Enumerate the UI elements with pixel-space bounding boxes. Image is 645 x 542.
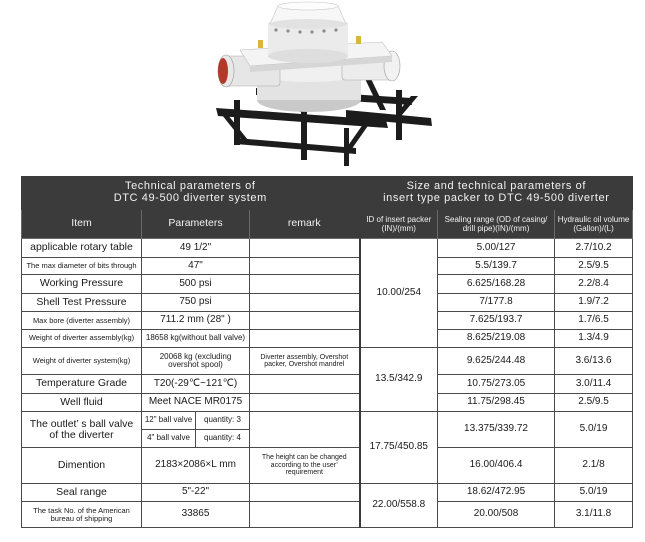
item-cell: Dimention — [22, 448, 142, 483]
item-cell: applicable rotary table — [22, 239, 142, 258]
sealing-range-cell: 10.75/273.05 — [438, 375, 555, 394]
table-row — [22, 483, 633, 502]
left-header-line1: Technical parameters of — [124, 180, 256, 193]
table-row — [22, 329, 633, 347]
packer-id-cell: 10.00/254 — [360, 239, 438, 348]
item-cell: Seal range — [22, 483, 142, 502]
col-header-item: Item — [22, 210, 142, 239]
remark-cell — [250, 393, 360, 412]
item-cell: Weight of diverter assembly(kg) — [22, 329, 142, 347]
param-cell: Meet NACE MR0175 — [142, 393, 250, 412]
remark-cell: The height can be changed according to the user’ requirement — [250, 448, 360, 483]
remark-cell — [250, 275, 360, 294]
left-header-line2: DTC 49-500 diverter system — [113, 192, 267, 204]
oil-volume-cell: 2.1/8 — [555, 448, 633, 483]
table-row — [22, 275, 633, 294]
specification-table — [21, 176, 633, 528]
ball-valve-size: 4" ball valve — [147, 433, 190, 443]
remark-cell — [250, 412, 360, 448]
param-cell: 49 1/2" — [142, 239, 250, 258]
sealing-range-cell: 8.625/219.08 — [438, 329, 555, 347]
sealing-range-cell: 7/177.8 — [438, 293, 555, 312]
param-cell: 33865 — [142, 502, 250, 528]
param-cell: 2183×2086×L mm — [142, 448, 250, 483]
ball-valve-qty: quantity: 3 — [195, 412, 249, 429]
sealing-range-cell: 20.00/508 — [438, 502, 555, 528]
table-row — [22, 375, 633, 394]
col-header-remark: remark — [250, 210, 360, 239]
remark-cell — [250, 329, 360, 347]
table-row — [22, 448, 633, 483]
oil-volume-cell: 1.9/7.2 — [555, 293, 633, 312]
ball-valve-qty: quantity: 4 — [195, 430, 249, 447]
oil-volume-cell: 2.7/10.2 — [555, 239, 633, 258]
param-cell: 18658 kg(without ball valve) — [142, 329, 250, 347]
remark-cell: Diverter assembly, Overshot packer, Overshot mandrel — [250, 347, 360, 374]
oil-volume-cell: 2.2/8.4 — [555, 275, 633, 294]
item-cell: The max diameter of bits through — [22, 257, 142, 275]
remark-cell — [250, 483, 360, 502]
item-cell: The outlet’ s ball valve of the diverter — [22, 412, 142, 448]
ball-valve-size: 12" ball valve — [144, 415, 193, 425]
remark-cell — [250, 312, 360, 330]
table-row — [22, 257, 633, 275]
col-header-parameters: Parameters — [142, 210, 250, 239]
item-cell: Max bore (diverter assembly) — [22, 312, 142, 330]
remark-cell — [250, 239, 360, 258]
table-row — [22, 347, 633, 374]
sealing-range-cell: 13.375/339.72 — [438, 412, 555, 448]
table-row — [22, 393, 633, 412]
remark-cell — [250, 502, 360, 528]
remark-cell — [250, 257, 360, 275]
ball-valve-cell — [142, 412, 250, 448]
oil-volume-cell: 1.7/6.5 — [555, 312, 633, 330]
item-cell: Well fluid — [22, 393, 142, 412]
packer-id-cell: 13.5/342.9 — [360, 347, 438, 411]
sealing-range-cell: 5.5/139.7 — [438, 257, 555, 275]
param-cell: 20068 kg (excluding overshot spool) — [142, 347, 250, 374]
table-row — [22, 502, 633, 528]
sealing-range-cell: 5.00/127 — [438, 239, 555, 258]
sealing-range-cell: 9.625/244.48 — [438, 347, 555, 374]
sealing-range-cell: 6.625/168.28 — [438, 275, 555, 294]
oil-volume-cell: 2.5/9.5 — [555, 257, 633, 275]
oil-volume-cell: 3.1/11.8 — [555, 502, 633, 528]
remark-cell — [250, 375, 360, 394]
item-cell: Weight of diverter system(kg) — [22, 347, 142, 374]
oil-volume-cell: 1.3/4.9 — [555, 329, 633, 347]
param-cell: 5"-22" — [142, 483, 250, 502]
oil-volume-cell: 3.0/11.4 — [555, 375, 633, 394]
oil-volume-cell: 2.5/9.5 — [555, 393, 633, 412]
col-header-sealing-range: Sealing range (OD of casing/ drill pipe)(IN)/(mm) — [438, 210, 555, 239]
param-cell: 750 psi — [142, 293, 250, 312]
table-row — [22, 412, 633, 448]
table-row — [22, 293, 633, 312]
oil-volume-cell: 5.0/19 — [555, 483, 633, 502]
col-header-id-packer: ID of insert packer (IN)/(mm) — [360, 210, 438, 239]
packer-id-cell: 22.00/558.8 — [360, 483, 438, 527]
param-cell: 500 psi — [142, 275, 250, 294]
left-group-header — [22, 177, 360, 210]
oil-volume-cell: 3.6/13.6 — [555, 347, 633, 374]
diverter-product-photo — [196, 0, 446, 168]
remark-cell — [250, 293, 360, 312]
sealing-range-cell: 7.625/193.7 — [438, 312, 555, 330]
param-cell: T20(-29℃~121℃) — [142, 375, 250, 394]
param-cell: 47" — [142, 257, 250, 275]
right-group-header — [360, 177, 633, 210]
packer-id-cell: 17.75/450.85 — [360, 412, 438, 483]
right-header-line1: Size and technical parameters of — [406, 180, 586, 193]
sealing-range-cell: 11.75/298.45 — [438, 393, 555, 412]
sealing-range-cell: 16.00/406.4 — [438, 448, 555, 483]
right-header-line2: insert type packer to DTC 49-500 diverter — [383, 192, 610, 204]
col-header-hydraulic-oil: Hydraulic oil volume (Gallon)/(L) — [555, 210, 633, 239]
sealing-range-cell: 18.62/472.95 — [438, 483, 555, 502]
item-cell: Shell Test Pressure — [22, 293, 142, 312]
oil-volume-cell: 5.0/19 — [555, 412, 633, 448]
item-cell: Temperature Grade — [22, 375, 142, 394]
param-cell: 711.2 mm (28" ) — [142, 312, 250, 330]
table-row — [22, 312, 633, 330]
item-cell: The task No. of the American bureau of shipping — [22, 502, 142, 528]
table-row — [22, 239, 633, 258]
item-cell: Working Pressure — [22, 275, 142, 294]
